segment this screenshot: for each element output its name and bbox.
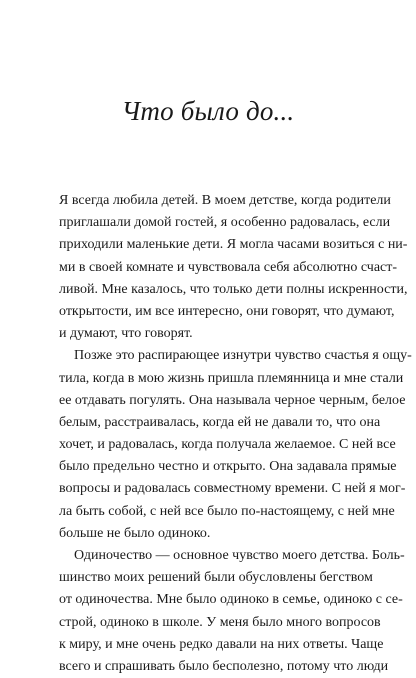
body-text [59, 190, 412, 678]
text-line: больше не было одиноко. [59, 525, 211, 541]
text-line: и думают, что говорят. [59, 326, 193, 342]
text-line: шинство моих решений были обусловлены бегством [59, 570, 373, 586]
text-line: Одиночество — основное чувство моего детства. Боль- [74, 548, 405, 563]
paragraph-2 [59, 345, 412, 545]
text-line: от одиночества. Мне было одиноко в семье, одиноко с се- [59, 592, 403, 608]
chapter-title: Что было до... [121, 96, 295, 126]
text-line: всего и спрашивать было бесполезно, потому что люди [59, 658, 389, 674]
text-line: хочет, и радовалась, когда получала желаемое. С ней все [59, 437, 396, 453]
text-line: к миру, и мне очень редко давали на них ответы. Чаще [59, 636, 384, 652]
text-line: тила, когда в мою жизнь пришла племянница и мне стали [59, 370, 404, 386]
paragraph-1 [59, 190, 408, 345]
text-line: белым, расстраивалась, когда ей не давали то, что она [59, 414, 381, 430]
text-line: ливой. Мне казалось, что только дети полны искренности, [59, 281, 408, 297]
text-line: Я всегда любила детей. В моем детстве, когда родители [59, 193, 391, 208]
text-line: Позже это распирающее изнутри чувство счастья я ощу- [74, 348, 412, 364]
text-line: приглашали домой гостей, я особенно радовалась, если [59, 215, 391, 231]
text-line: ла быть собой, с ней все было по-настоящему, с ней мне [59, 503, 395, 519]
text-line: приходили маленькие дети. Я могла часами возиться с ни- [59, 237, 408, 253]
text-line: открытости, им все интересно, они говорят, что думают, [59, 303, 395, 319]
text-line: ми в своей комнате и чувствовала себя абсолютно счаст- [59, 259, 398, 275]
text-line: вопросы и радовалась совместному времени. С ней я мог- [59, 481, 406, 497]
text-line: было предельно честно и открыто. Она задавала прямые [59, 459, 397, 475]
paragraph-3 [59, 545, 405, 678]
text-line: строй, одиноко в школе. У меня было много вопросов [59, 614, 381, 630]
text-line: ее отдавать погулять. Она называла черное черным, белое [59, 392, 406, 408]
